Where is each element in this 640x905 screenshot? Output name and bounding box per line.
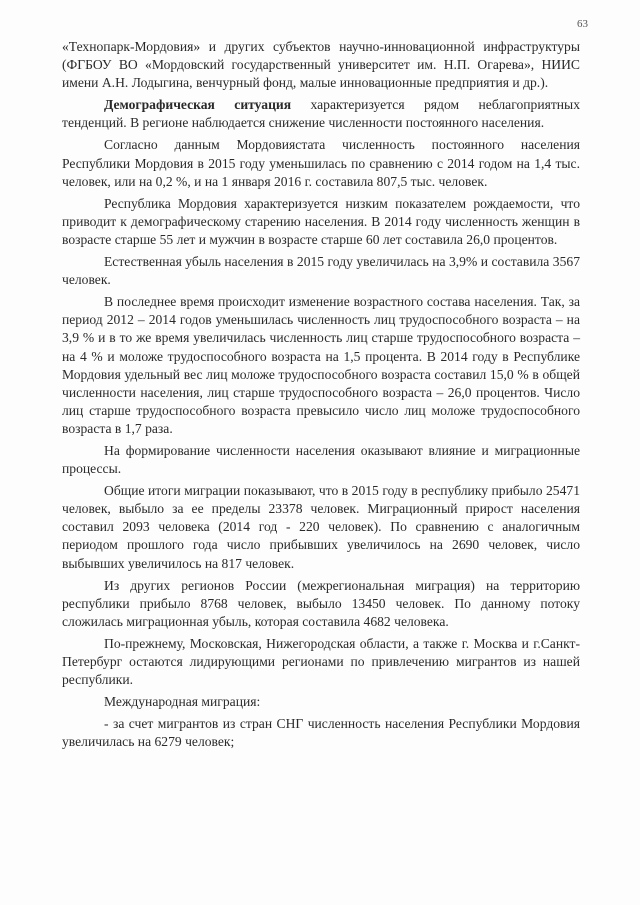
- paragraph-2-bold-lead: Демографическая ситуация: [104, 97, 292, 113]
- paragraph-1: «Технопарк-Мордовия» и других субъектов научно-инновационной инфраструктуры (ФГБОУ ВО «Мордовский государственный университет им. Н.П. Огарева», НИИС имени А.Н. Лодыгина, венчурный фонд, малые инновационные предприятия и др.).: [62, 39, 580, 91]
- paragraph-9: Из других регионов России (межрегиональная миграция) на территорию республики прибыло 8768 человек, выбыло 13450 человек. По данному потоку сложилась миграционная убыль, которая составила 4682 человека.: [62, 577, 580, 629]
- document-body: [62, 38, 580, 751]
- paragraph-2-text: характеризуется рядом неблагоприятных тенденций. В регионе наблюдается снижение численности постоянного населения.: [62, 97, 580, 131]
- paragraph-12: - за счет мигрантов из стран СНГ численность населения Республики Мордовия увеличилась на 6279 человек;: [62, 716, 580, 750]
- paragraph-4: Республика Мордовия характеризуется низким показателем рождаемости, что приводит к демографическому старению населения. В 2014 году численность женщин в возрасте старше 55 лет и мужчин в возрасте старше 60 лет составила 26,0 процентов.: [62, 195, 580, 247]
- paragraph-8: Общие итоги миграции показывают, что в 2015 году в республику прибыло 25471 человек, выбыло за ее пределы 23378 человек. Миграционный прирост населения составил 2093 человека (2014 год - 220 человек). По сравнению с аналогичным периодом прошлого года число прибывших увеличилось на 2690 человек, число выбывших увеличилось на 817 человек.: [62, 483, 580, 571]
- paragraph-7: На формирование численности населения оказывают влияние и миграционные процессы.: [62, 442, 580, 477]
- paragraph-10: По-прежнему, Московская, Нижегородская области, а также г. Москва и г.Санкт-Петербург остаются лидирующими регионами по привлечению мигрантов из нашей республики.: [62, 635, 580, 688]
- page-number: 63: [577, 18, 588, 30]
- paragraph-2: [62, 96, 580, 132]
- paragraph-3: Согласно данным Мордовиястата численность постоянного населения Республики Мордовия в 2015 году уменьшилась по сравнению с 2014 годом на 1,4 тыс. человек, или на 0,2 %, и на 1 января 2016 г. составила 807,5 тыс. человек.: [62, 137, 580, 189]
- paragraph-6: В последнее время происходит изменение возрастного состава населения. Так, за период 2012 – 2014 годов уменьшилась численность лиц трудоспособного возраста – на 3,9 % и в то же время увеличилась численность лиц старше трудоспособного возраста – на 4 % и моложе трудоспособного возраста на 1,5 процента. В 2014 году в Республике Мордовия удельный вес лиц моложе трудоспособного возраста составил 15,0 % в общей численности населения, лиц старше трудоспособного возраста – 26,0 процентов. Число лиц старше трудоспособного возраста превысило число лиц моложе трудоспособного возраста в 1,7 раза.: [62, 294, 580, 436]
- paragraph-5: Естественная убыль населения в 2015 году увеличилась на 3,9% и составила 3567 человек.: [62, 254, 580, 288]
- paragraph-11: Международная миграция:: [104, 694, 261, 710]
